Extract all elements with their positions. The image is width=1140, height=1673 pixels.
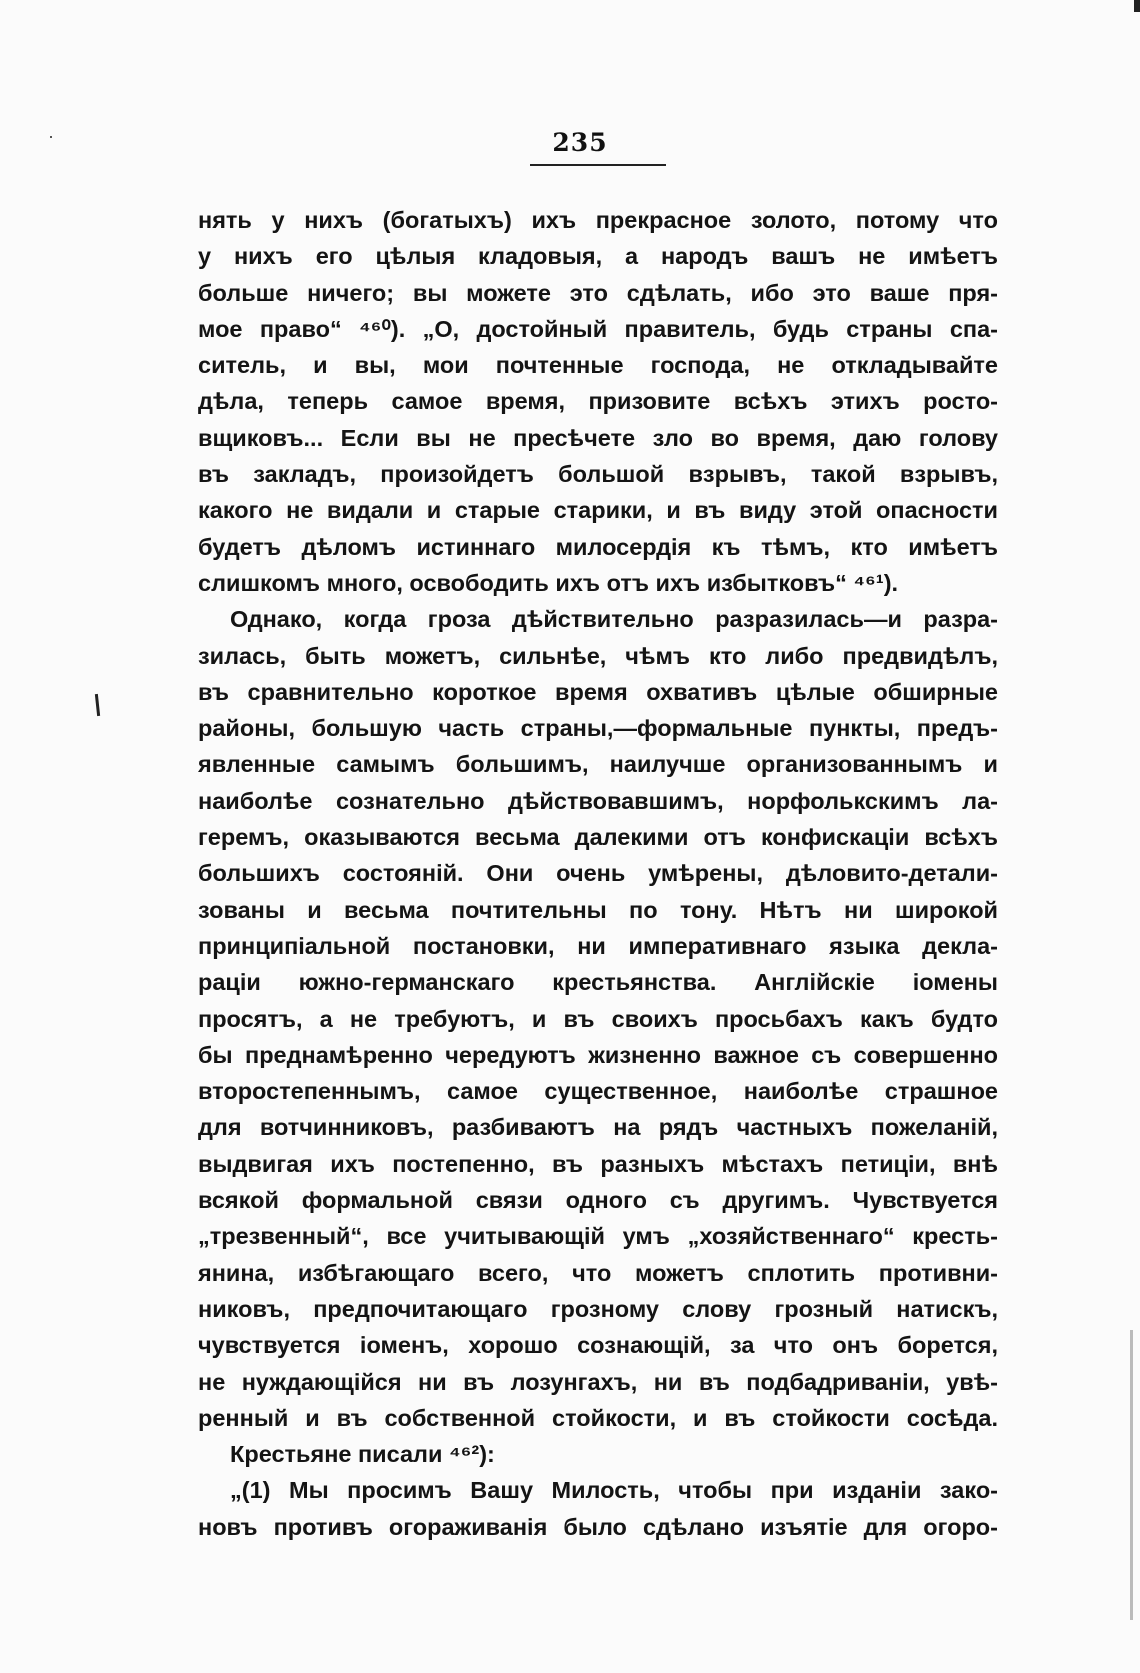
text-line: чувствуется іоменъ, хорошо сознающій, за что онъ борется, [198, 1332, 998, 1359]
text-line: мое право“ ⁴⁶⁰). „О, достойный правитель, будь страны спа- [198, 315, 998, 342]
quote-start-line: „(1) Мы просимъ Вашу Милость, чтобы при изданіи зако- [230, 1477, 998, 1504]
text-line: не нуждающійся ни въ лозунгахъ, ни въ подбадриваніи, увѣ- [198, 1368, 998, 1395]
text-line: просятъ, а не требуютъ, и въ своихъ просьбахъ какъ будто [198, 1005, 998, 1032]
text-line: бы преднамѣренно чередуютъ жизненно важное съ совершенно [198, 1041, 998, 1068]
text-line: въ закладъ, произойдетъ большой взрывъ, такой взрывъ, [198, 461, 998, 488]
margin-mark [95, 694, 100, 716]
text-line: новъ противъ огораживанія было сдѣлано изъятіе для огоро- [198, 1513, 998, 1540]
text-line: будетъ дѣломъ истиннаго милосердія къ тѣмъ, кто имѣетъ [198, 533, 998, 560]
text-line: зилась, быть можетъ, сильнѣе, чѣмъ кто либо предвидѣлъ, [198, 642, 998, 669]
body-text [198, 202, 998, 1545]
text-line: слишкомъ много, освободить ихъ отъ ихъ избытковъ“ ⁴⁶¹). [198, 569, 899, 596]
text-line: районы, большую часть страны,—формальные пункты, предъ- [198, 715, 998, 742]
text-line: большихъ состояній. Они очень умѣрены, дѣловито-детали- [198, 860, 998, 887]
text-line: ренный и въ собственной стойкости, и въ стойкости сосѣда. [198, 1404, 998, 1431]
text-line: „трезвенный“, все учитывающій умъ „хозяйственнаго“ кресть- [198, 1223, 998, 1250]
text-line: больше ничего; вы можете это сдѣлать, ибо это ваше пря- [198, 279, 998, 306]
text-line: выдвигая ихъ постепенно, въ разныхъ мѣстахъ петиціи, внѣ [198, 1150, 998, 1177]
scan-edge-mark [1134, 0, 1140, 12]
text-line: нять у нихъ (богатыхъ) ихъ прекрасное золото, потому что [198, 207, 998, 233]
text-line: у нихъ его цѣлыя кладовыя, а народъ вашъ не имѣетъ [198, 243, 998, 270]
text-line: явленные самымъ большимъ, наилучше организованнымъ и [198, 751, 998, 778]
text-line: раціи южно-германскаго крестьянства. Англійскіе іомены [198, 969, 998, 996]
text-line: дѣла, теперь самое время, призовите всѣхъ этихъ росто- [198, 388, 998, 415]
text-line: никовъ, предпочитающаго грозному слову грозный натискъ, [198, 1295, 998, 1322]
text-line: второстепеннымъ, самое существенное, наиболѣе страшное [198, 1078, 998, 1105]
scan-speck [50, 136, 52, 138]
text-line: ситель, и вы, мои почтенные господа, не откладывайте [198, 352, 998, 379]
paragraph-start-line: Однако, когда гроза дѣйствительно разразилась—и разра- [230, 606, 998, 633]
paragraph-start-line: Крестьяне писали ⁴⁶²): [230, 1441, 495, 1468]
text-line: для вотчинниковъ, разбиваютъ на рядъ частныхъ пожеланій, [198, 1114, 998, 1141]
text-line: какого не видали и старые старики, и въ виду этой опасности [198, 497, 998, 524]
header-rule [530, 164, 666, 166]
text-line: зованы и весьма почтительны по тону. Нѣтъ ни широкой [198, 896, 998, 923]
page-number: 235 [552, 128, 608, 157]
scan-edge-shadow [1130, 1330, 1133, 1620]
text-line: наиболѣе сознательно дѣйствовавшимъ, норфолькскимъ ла- [198, 787, 998, 814]
text-line: янина, избѣгающаго всего, что можетъ сплотить противни- [198, 1259, 998, 1286]
text-line: всякой формальной связи одного съ другимъ. Чувствуется [198, 1187, 998, 1214]
text-line: принципіальной постановки, ни императивнаго языка декла- [198, 932, 998, 959]
text-line: геремъ, оказываются весьма далекими отъ конфискаціи всѣхъ [198, 824, 998, 851]
text-line: вщиковъ... Если вы не пресѣчете зло во время, даю голову [198, 424, 998, 451]
text-line: въ сравнительно короткое время охвативъ цѣлые обширные [198, 678, 998, 705]
